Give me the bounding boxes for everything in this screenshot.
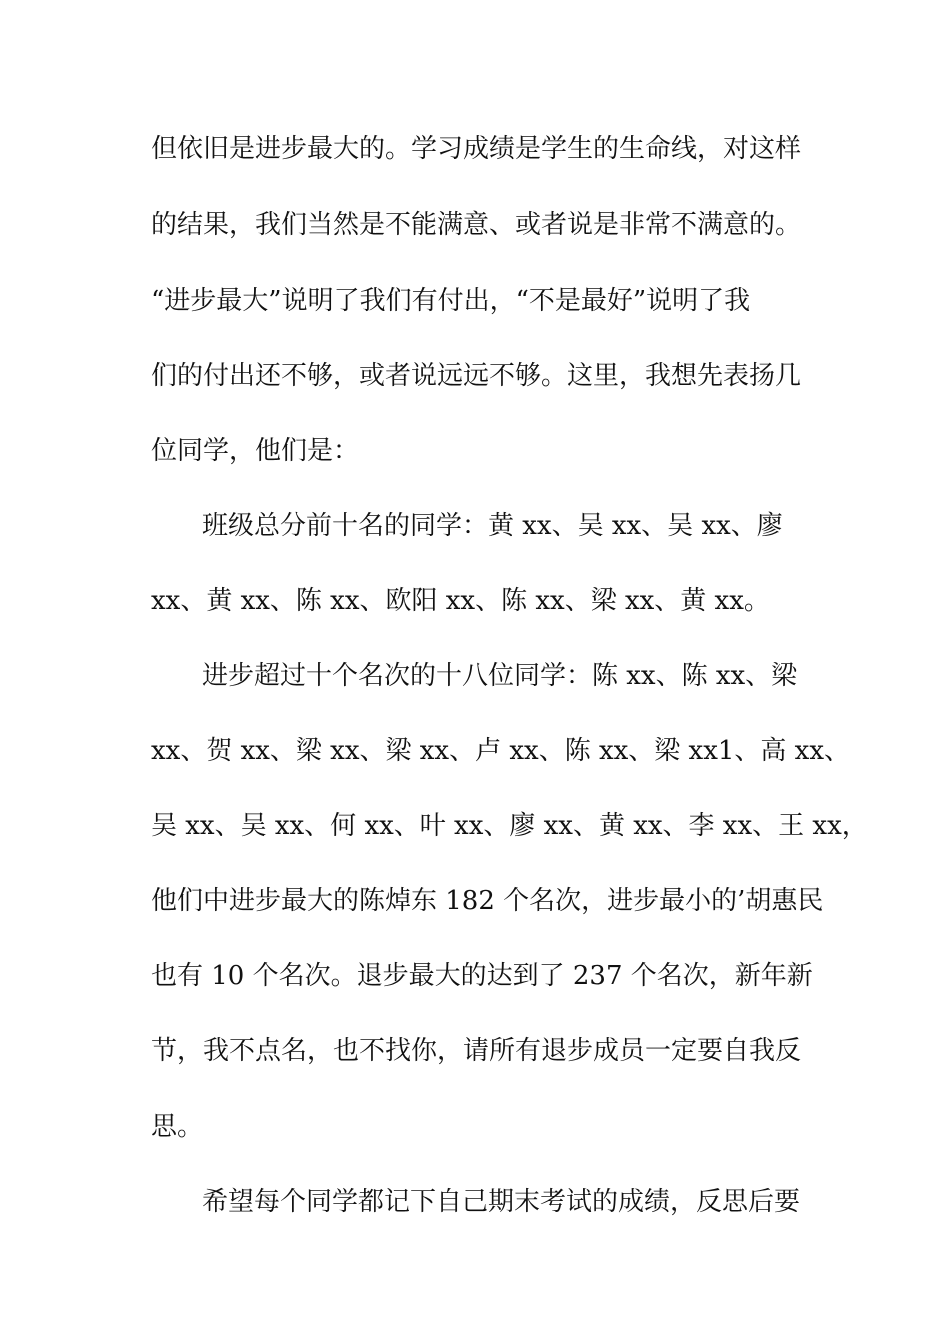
- paragraph-line-indented: 希望每个同学都记下自己期末考试的成绩，反思后要: [202, 1187, 801, 1217]
- paragraph-line: 思。: [151, 1112, 204, 1142]
- paragraph-line: xx、贺 xx、梁 xx、梁 xx、卢 xx、陈 xx、梁 xx1、高 xx、: [151, 736, 851, 766]
- paragraph-line: xx、黄 xx、陈 xx、欧阳 xx、陈 xx、梁 xx、黄 xx。: [151, 586, 770, 616]
- paragraph-line: 吴 xx、吴 xx、何 xx、叶 xx、廖 xx、黄 xx、李 xx、王 xx，: [151, 811, 868, 841]
- paragraph-line: 但依旧是进步最大的。学习成绩是学生的生命线，对这样: [151, 134, 802, 164]
- paragraph-line-indented: 进步超过十个名次的十八位同学：陈 xx、陈 xx、梁: [202, 661, 798, 691]
- paragraph-line: 他们中进步最大的陈焯东 182 个名次，进步最小的’胡惠民: [151, 886, 824, 916]
- paragraph-line: 位同学，他们是：: [151, 436, 360, 466]
- paragraph-line: 节，我不点名，也不找你，请所有退步成员一定要自我反: [151, 1036, 802, 1066]
- paragraph-line: 们的付出还不够，或者说远远不够。这里，我想先表扬几: [151, 361, 802, 391]
- paragraph-line: “进步最大”说明了我们有付出，“不是最好”说明了我: [151, 286, 751, 316]
- paragraph-line-indented: 班级总分前十名的同学：黄 xx、吴 xx、吴 xx、廖: [202, 511, 783, 541]
- paragraph-line: 的结果，我们当然是不能满意、或者说是非常不满意的。: [151, 210, 802, 240]
- paragraph-line: 也有 10 个名次。退步最大的达到了 237 个名次，新年新: [151, 961, 813, 991]
